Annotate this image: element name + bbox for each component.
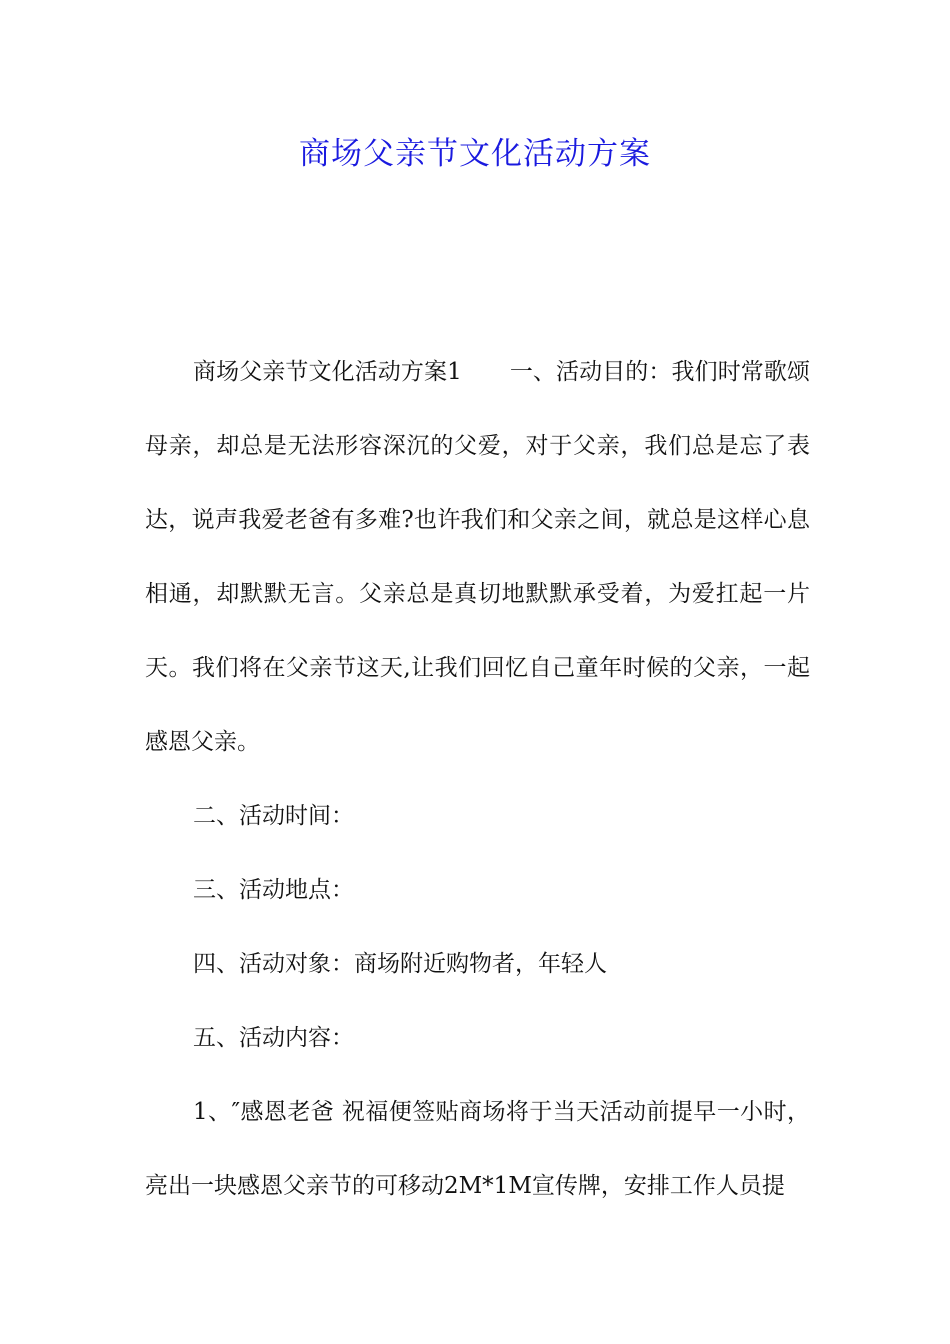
paragraph-audience: 四、活动对象：商场附近购物者，年轻人: [193, 951, 607, 977]
paragraph-content-heading: 五、活动内容：: [193, 1025, 354, 1051]
paragraph-location: 三、活动地点：: [193, 877, 354, 903]
document-title: 商场父亲节文化活动方案: [299, 136, 651, 172]
document-body: [145, 335, 810, 1223]
paragraph-purpose-text: 一、活动目的：我们时常歌颂母亲，却总是无法形容深沉的父爱，对于父亲，我们总是忘了表达，说声我爱老爸有多难?也许我们和父亲之间，就总是这样心息相通，却默默无言。父亲总是真切地默默承受着，为爱扛起一片天。我们将在父亲节这天,让我们回忆自己童年时候的父亲，一起感恩父亲。: [145, 359, 810, 755]
paragraph-time: 二、活动时间：: [193, 803, 354, 829]
paragraph-content-item-1: 1、″感恩老爸 祝福便签贴商场将于当天活动前提早一小时，亮出一块感恩父亲节的可移动2M*1M宣传牌，安排工作人员提: [145, 1099, 810, 1199]
plan-heading: 商场父亲节文化活动方案1: [193, 359, 462, 385]
paragraph-purpose: [145, 335, 810, 779]
